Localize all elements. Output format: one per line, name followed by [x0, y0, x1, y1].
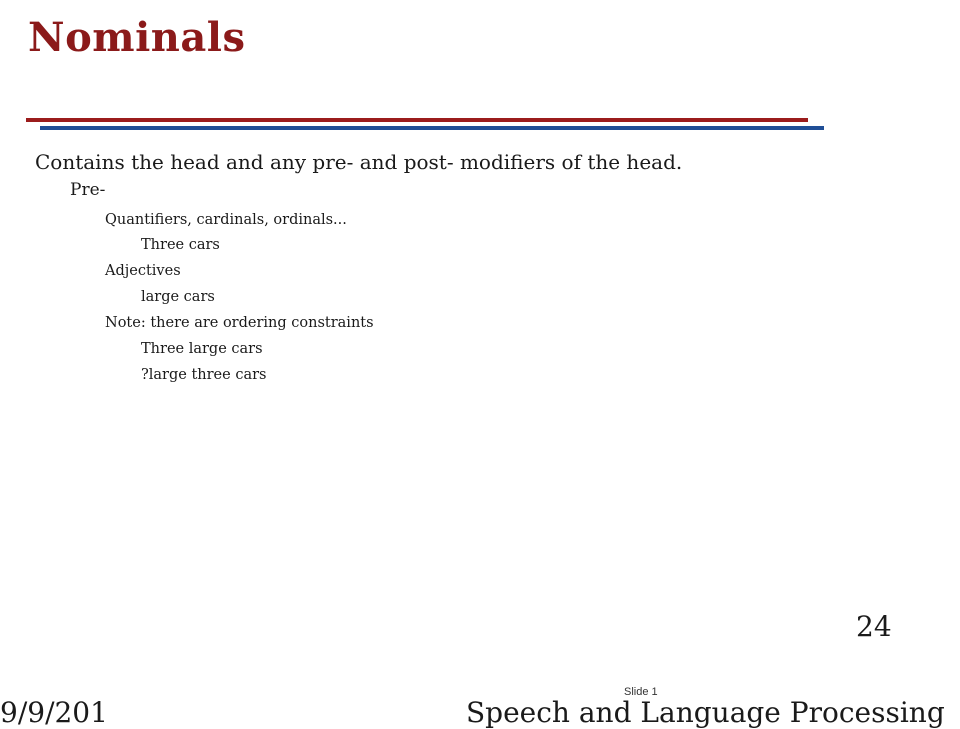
bullet-main: Contains the head and any pre- and post- modifiers of the head. [35, 150, 683, 174]
bullet-note: Note: there are ordering constraints [105, 315, 374, 331]
bullet-pre: Pre- [70, 180, 106, 200]
footer-date: 9/9/201 [0, 696, 108, 729]
bullet-note-example-2: ?large three cars [141, 367, 267, 383]
title-underline-red [26, 118, 808, 122]
page-number: 24 [856, 610, 892, 643]
bullet-quantifiers-example: Three cars [141, 237, 220, 253]
slide-title: Nominals [28, 14, 246, 61]
bullet-adjectives: Adjectives [105, 263, 181, 279]
slide-label: Slide 1 [624, 686, 658, 698]
bullet-adjectives-example: large cars [141, 289, 215, 305]
footer-title: Speech and Language Processing [466, 696, 945, 729]
bullet-quantifiers: Quantifiers, cardinals, ordinals... [105, 212, 347, 228]
bullet-note-example-1: Three large cars [141, 341, 263, 357]
title-underline-blue [40, 126, 824, 130]
